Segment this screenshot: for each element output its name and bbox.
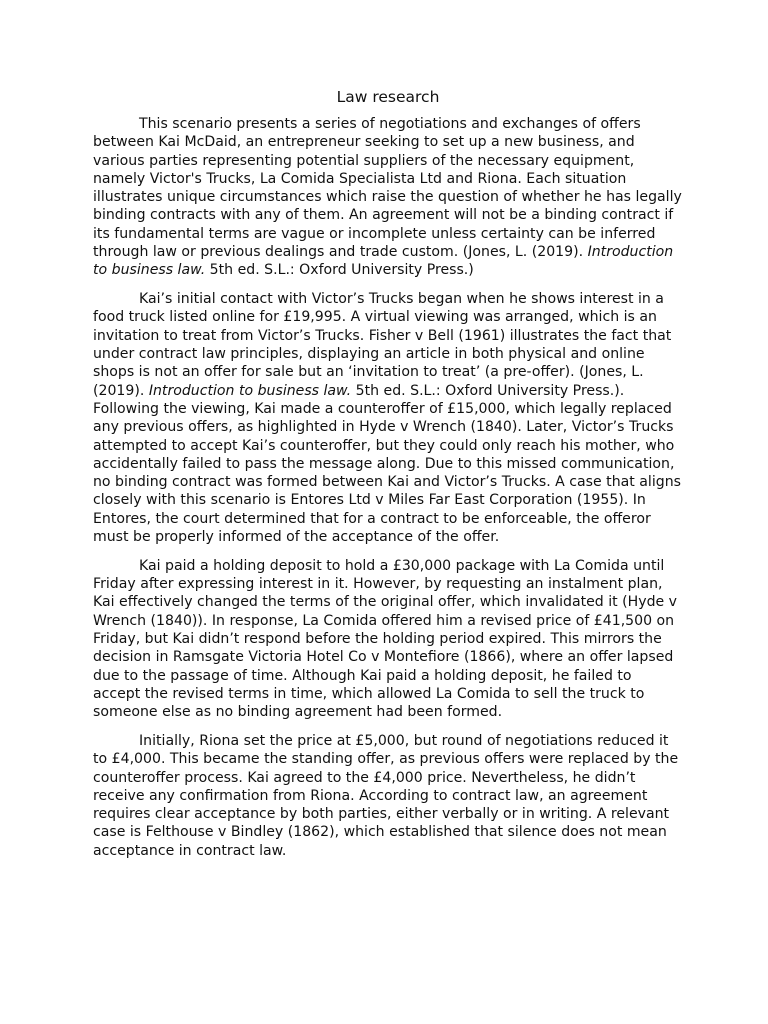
document-page [93,86,683,871]
book-title-italic: Introduction to business law. [148,382,352,399]
paragraph-text: 5th ed. S.L.: Oxford University Press.). Following the viewing, Kai made a counteroffer of £15,000, which legally replaced any previous offers, as highlighted in Hyde v Wrench (1840). Later, Victor’s Trucks attempted to accept Kai’s counteroffer, but they could only reach his mother, who accidentally failed to pass the message along. Due to this missed communication, no binding contract was formed between Kai and Victor’s Trucks. A case that aligns closely with this scenario is Entores Ltd v Miles Far East Corporation (1955). In Entores, the court determined that for a contract to be enforceable, the offeror must be properly informed of the acceptance of the offer. [93,382,681,546]
paragraph-riona [93,732,683,860]
paragraph-victors-trucks [93,290,683,546]
paragraph-text: 5th ed. S.L.: Oxford University Press.) [205,262,474,279]
document-title: Law research [336,88,440,106]
paragraph-text: Kai’s initial contact with Victor’s Trucks began when he shows interest in a food truck listed online for £19,995. A virtual viewing was arranged, which is an invitation to treat from Victor’s Trucks. Fisher v Bell (1961) illustrates the fact that under contract law principles, displaying an article in both physical and online shops is not an offer for sale but an ‘invitation to treat’ (a pre-offer). (Jones, L. (2019). [93,291,672,399]
paragraph-introduction [93,115,683,280]
paragraph-text: Initially, Riona set the price at £5,000, but round of negotiations reduced it to £4,000. This became the standing offer, as previous offers were replaced by the counteroffer process. Kai agreed to the £4,000 price. Nevertheless, he didn’t receive any confirmation from Riona. According to contract law, an agreement requires clear acceptance by both parties, either verbally or in writing. A relevant case is Felthouse v Bindley (1862), which established that silence does not mean acceptance in contract law. [93,733,679,859]
book-title-italic: Introduction to business law. [93,244,674,279]
paragraph-text: Kai paid a holding deposit to hold a £30,000 package with La Comida until Friday after expressing interest in it. However, by requesting an instalment plan, Kai effectively changed the terms of the original offer, which invalidated it (Hyde v Wrench (1840)). In response, La Comida offered him a revised price of £41,500 on Friday, but Kai didn’t respond before the holding period expired. This mirrors the decision in Ramsgate Victoria Hotel Co v Montefiore (1866), where an offer lapsed due to the passage of time. Although Kai paid a holding deposit, he failed to accept the revised terms in time, which allowed La Comida to sell the truck to someone else as no binding agreement had been formed. [93,557,678,721]
paragraph-text: This scenario presents a series of negotiations and exchanges of offers between Kai McDaid, an entrepreneur seeking to set up a new business, and various parties representing potential suppliers of the necessary equipment, namely Victor's Trucks, La Comida Specialista Ltd and Riona. Each situation illustrates unique circumstances which raise the question of whether he has legally binding contracts with any of them. An agreement will not be a binding contract if its fundamental terms are vague or incomplete unless certainty can be inferred through law or previous dealings and trade custom. (Jones, L. (2019). [93,116,682,261]
paragraph-la-comida [93,557,683,722]
